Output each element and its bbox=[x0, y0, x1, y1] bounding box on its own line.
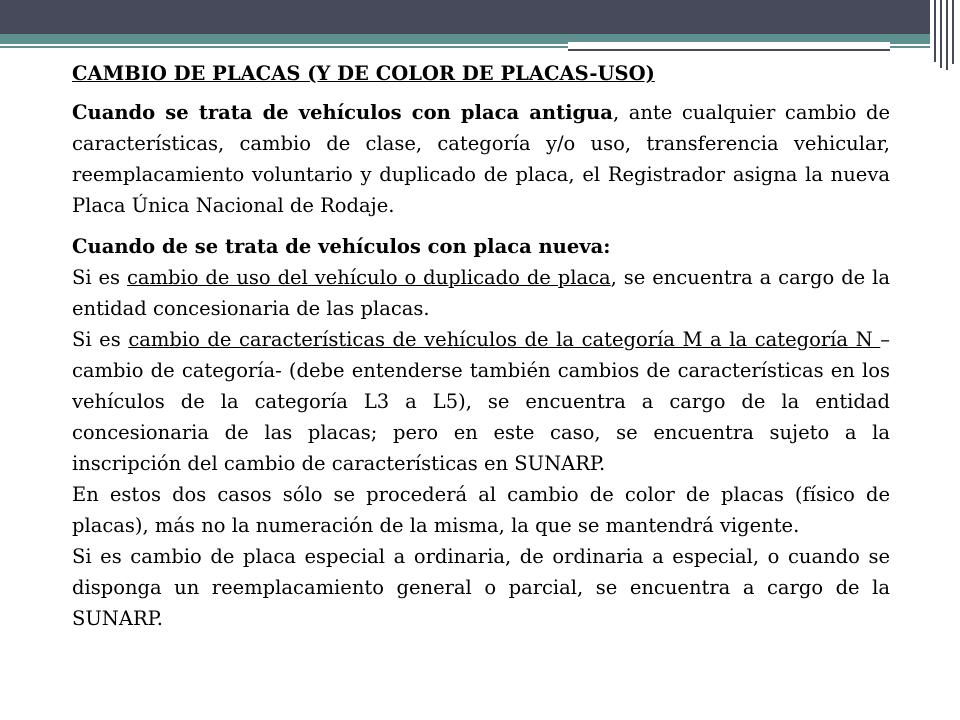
paragraph-special-plate: Si es cambio de placa especial a ordinaria, de ordinaria a especial, o cuando se disponga un reemplacamiento general o parcial, se encuentra a cargo de la SUNARP. bbox=[72, 545, 890, 630]
use-change-text: , se encuentra a cargo de la entidad concesionaria de las placas. bbox=[72, 266, 891, 320]
paragraph-color-change: En estos dos casos sólo se procederá al cambio de color de placas (físico de placas), más no la numeración de la misma, la que se mantendrá vigente. bbox=[72, 483, 890, 537]
slide-title: CAMBIO DE PLACAS (Y DE COLOR DE PLACAS-USO) bbox=[72, 62, 655, 85]
category-change-underlined: cambio de características de vehículos de la categoría M a la categoría N bbox=[128, 328, 881, 351]
category-change-pre: Si es bbox=[72, 328, 129, 351]
paragraph-category-change bbox=[72, 324, 890, 479]
header-band bbox=[0, 0, 960, 34]
slide-body bbox=[72, 58, 890, 634]
use-change-underlined: cambio de uso del vehículo o duplicado de placa bbox=[126, 266, 611, 289]
new-plate-heading: Cuando de se trata de vehículos con placa nueva: bbox=[72, 235, 611, 258]
paragraph-use-change bbox=[72, 262, 890, 324]
category-change-text: –cambio de categoría- (debe entenderse también cambios de características en los vehículos de la categoría L3 a L5), se encuentra a cargo de la entidad concesionaria de las placas; pero en este caso, se encuentra sujeto a la inscripción del cambio de características en SUNARP. bbox=[72, 328, 891, 475]
old-plate-lead: Cuando se trata de vehículos con placa antigua bbox=[72, 101, 613, 124]
corner-stripes bbox=[930, 0, 960, 70]
use-change-pre: Si es bbox=[72, 266, 127, 289]
header-decoration-line bbox=[568, 49, 890, 51]
paragraph-old-plate bbox=[72, 97, 890, 221]
old-plate-text: , ante cualquier cambio de características, cambio de clase, categoría y/o uso, transferencia vehicular, reemplacamiento voluntario y duplicado de placa, el Registrador asigna la nueva Placa Única Nacional de Rodaje. bbox=[72, 101, 890, 217]
